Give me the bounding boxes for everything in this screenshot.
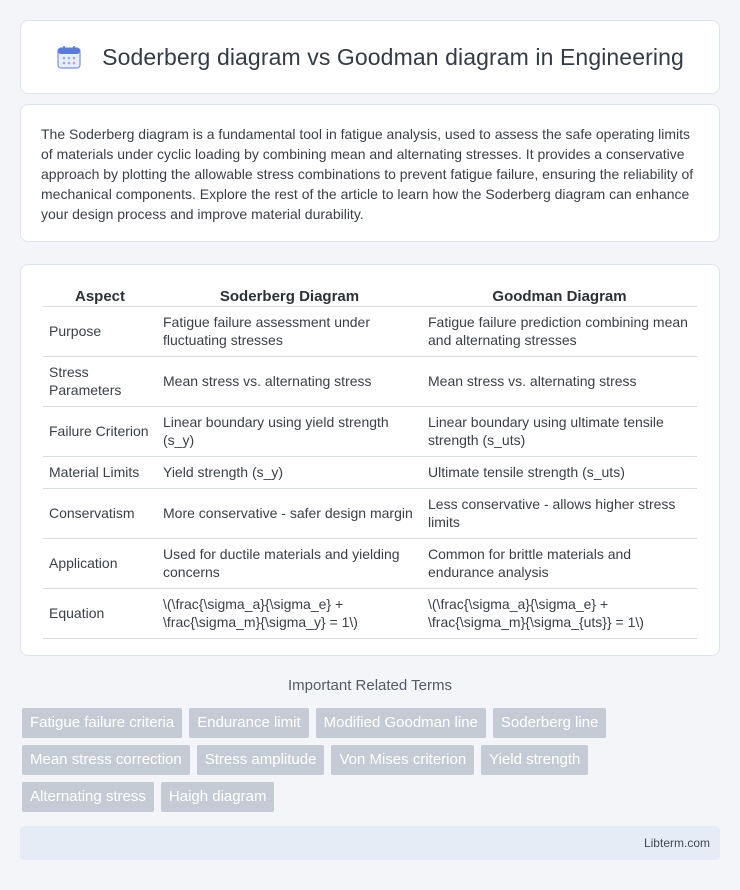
intro-paragraph: The Soderberg diagram is a fundamental tool in fatigue analysis, used to assess the safe operating limits of materials under cyclic loading by combining mean and alternating stresses. It provides a conservative approach by plotting the allowable stress combinations to prevent fatigue failure, ensuring the reliability of mechanical components. Explore the rest of the article to learn how the Soderberg diagram can enhance your design process and improve material durability. xyxy=(41,126,694,222)
goodman-cell: Less conservative - allows higher stress limits xyxy=(422,489,697,539)
related-term-tag[interactable]: Yield strength xyxy=(481,745,588,775)
header-goodman: Goodman Diagram xyxy=(422,285,697,307)
aspect-cell: Stress Parameters xyxy=(43,357,157,407)
table-row xyxy=(43,357,697,407)
footer-site-link[interactable]: Libterm.com xyxy=(643,836,710,850)
table-row xyxy=(43,457,697,489)
soderberg-cell: Mean stress vs. alternating stress xyxy=(157,357,422,407)
soderberg-cell: Fatigue failure assessment under fluctuating stresses xyxy=(157,307,422,357)
goodman-cell: Ultimate tensile strength (s_uts) xyxy=(422,457,697,489)
related-terms-title: Important Related Terms xyxy=(288,677,452,694)
goodman-cell: Fatigue failure prediction combining mean and alternating stresses xyxy=(422,307,697,357)
aspect-cell: Equation xyxy=(43,589,157,639)
aspect-cell: Conservatism xyxy=(43,489,157,539)
header-card xyxy=(20,20,720,94)
related-term-tag[interactable]: Alternating stress xyxy=(22,782,154,812)
page-title: Soderberg diagram vs Goodman diagram in Engineering xyxy=(102,43,684,70)
goodman-cell: Mean stress vs. alternating stress xyxy=(422,357,697,407)
goodman-cell: \(\frac{\sigma_a}{\sigma_e} + \frac{\sigma_m}{\sigma_{uts}} = 1\) xyxy=(422,589,697,639)
related-term-tag[interactable]: Endurance limit xyxy=(189,708,308,738)
related-term-tag[interactable]: Haigh diagram xyxy=(161,782,275,812)
comparison-card xyxy=(20,264,720,656)
table-header-row xyxy=(43,285,697,307)
goodman-cell: Linear boundary using ultimate tensile strength (s_uts) xyxy=(422,407,697,457)
aspect-cell: Failure Criterion xyxy=(43,407,157,457)
related-term-tag[interactable]: Soderberg line xyxy=(493,708,607,738)
related-term-tag[interactable]: Modified Goodman line xyxy=(316,708,486,738)
table-row xyxy=(43,407,697,457)
soderberg-cell: More conservative - safer design margin xyxy=(157,489,422,539)
header xyxy=(56,44,684,71)
related-term-tag[interactable]: Stress amplitude xyxy=(197,745,325,775)
aspect-cell: Purpose xyxy=(43,307,157,357)
soderberg-cell: Used for ductile materials and yielding concerns xyxy=(157,539,422,589)
table-row xyxy=(43,539,697,589)
calendar-icon xyxy=(56,44,82,70)
footer xyxy=(20,826,720,860)
table-row xyxy=(43,589,697,639)
header-soderberg: Soderberg Diagram xyxy=(157,285,422,307)
soderberg-cell: Linear boundary using yield strength (s_y) xyxy=(157,407,422,457)
soderberg-cell: \(\frac{\sigma_a}{\sigma_e} + \frac{\sigma_m}{\sigma_y} = 1\) xyxy=(157,589,422,639)
related-terms-list xyxy=(22,708,722,819)
intro-card xyxy=(20,104,720,242)
goodman-cell: Common for brittle materials and endurance analysis xyxy=(422,539,697,589)
header-aspect: Aspect xyxy=(43,285,157,307)
related-term-tag[interactable]: Von Mises criterion xyxy=(331,745,474,775)
related-term-tag[interactable]: Fatigue failure criteria xyxy=(22,708,182,738)
related-term-tag[interactable]: Mean stress correction xyxy=(22,745,190,775)
table-row xyxy=(43,489,697,539)
aspect-cell: Material Limits xyxy=(43,457,157,489)
comparison-table xyxy=(43,285,697,639)
soderberg-cell: Yield strength (s_y) xyxy=(157,457,422,489)
aspect-cell: Application xyxy=(43,539,157,589)
table-row xyxy=(43,307,697,357)
